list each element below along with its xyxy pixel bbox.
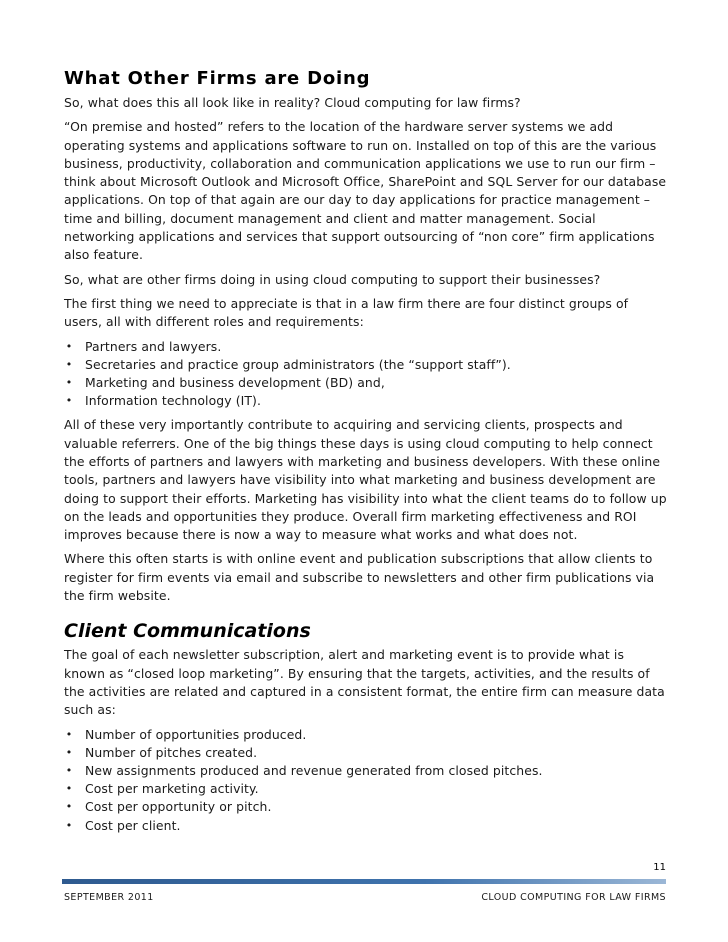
paragraph: So, what are other firms doing in using cloud computing to support their businesses? xyxy=(64,271,601,287)
list-item: • Number of opportunities produced. xyxy=(64,726,668,744)
paragraph: Where this often starts is with online event and publication subscriptions that allow clients to register for firm events via email and subscribe to newsletters and other firm publications via the firm website. xyxy=(64,551,655,604)
document-page xyxy=(64,68,668,841)
list-item: • Marketing and business development (BD) and, xyxy=(64,374,668,392)
list-item: • New assignments produced and revenue generated from closed pitches. xyxy=(64,762,668,780)
list-item: • Cost per marketing activity. xyxy=(64,780,668,798)
section-heading: Client Communications xyxy=(64,620,311,643)
bullet-icon: • xyxy=(65,782,73,796)
bullet-icon: • xyxy=(65,727,73,741)
list-item: • Cost per client. xyxy=(64,817,668,835)
list-item: • Information technology (IT). xyxy=(64,392,668,410)
paragraph: “On premise and hosted” refers to the location of the hardware server systems we add operating systems and applications software to run on. Installed on top of this are the various business, productivity, collaboration and communication applications we use to run our firm – think about Microsoft Outlook and Microsoft Office, SharePoint and SQL Server for our database applications. On top of that again are our day to day applications for practice management – time and billing, document management and client and matter management. Social networking applications and services that support outsourcing of “non core” firm applications also feature. xyxy=(64,119,667,263)
paragraph: All of these very importantly contribute to acquiring and servicing clients, prospects and valuable referrers. One of the big things these days is using cloud computing to help connect the efforts of partners and lawyers with marketing and business developers. With these online tools, partners and lawyers have visibility into what marketing and business development are doing to support their efforts. Marketing has visibility into what the client teams do to follow up on the leads and opportunities they produce. Overall firm marketing effectiveness and ROI improves because there is now a way to measure what works and what does not. xyxy=(64,417,667,543)
footer-divider xyxy=(62,879,666,884)
bullet-icon: • xyxy=(65,357,73,371)
page-number: 11 xyxy=(653,862,666,873)
bullet-icon: • xyxy=(65,745,73,759)
list-item: • Cost per opportunity or pitch. xyxy=(64,798,668,816)
section-heading: What Other Firms are Doing xyxy=(64,68,371,89)
paragraph: So, what does this all look like in reality? Cloud computing for law firms? xyxy=(64,95,521,110)
list-item: • Partners and lawyers. xyxy=(64,338,668,356)
bullet-icon: • xyxy=(65,818,73,832)
list-item: • Secretaries and practice group administrators (the “support staff”). xyxy=(64,356,668,374)
bullet-icon: • xyxy=(65,763,73,777)
paragraph: The first thing we need to appreciate is that in a law firm there are four distinct groups of users, all with different roles and requirements: xyxy=(64,295,629,330)
bullet-icon: • xyxy=(65,375,73,389)
footer-document-title: CLOUD COMPUTING FOR LAW FIRMS xyxy=(481,892,666,903)
bullet-icon: • xyxy=(65,339,73,353)
metrics-list xyxy=(64,726,668,835)
footer-date: SEPTEMBER 2011 xyxy=(64,892,154,903)
bullet-icon: • xyxy=(65,800,73,814)
user-groups-list xyxy=(64,338,668,411)
paragraph: The goal of each newsletter subscription, alert and marketing event is to provide what is known as “closed loop marketing”. By ensuring that the targets, activities, and the results of the activities are related and captured in a consistent format, the entire firm can measure data such as: xyxy=(64,647,665,718)
list-item: • Number of pitches created. xyxy=(64,744,668,762)
bullet-icon: • xyxy=(65,394,73,408)
